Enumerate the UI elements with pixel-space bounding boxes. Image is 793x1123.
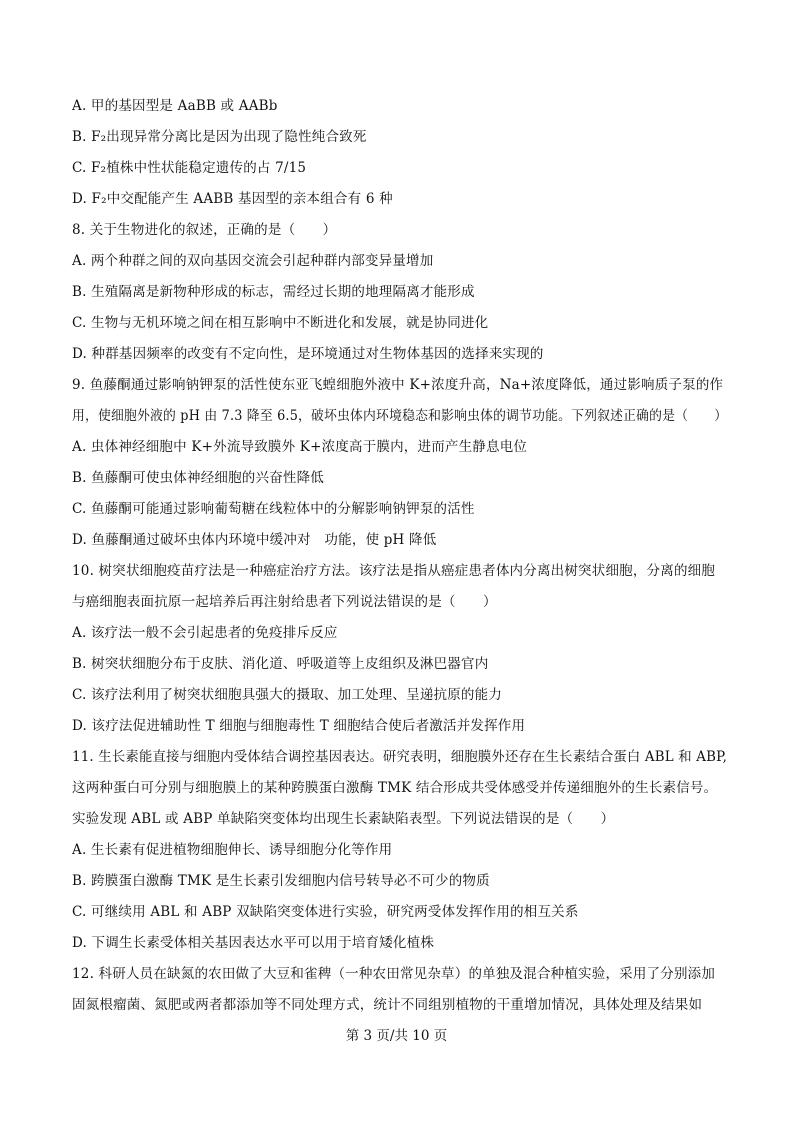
option-7d: D. F₂中交配能产生 AABB 基因型的亲本组合有 6 种 [72,191,393,207]
question-9-stem-line2: 用，使细胞外液的 pH 由 7.3 降至 6.5，破坏虫体内环境稳态和影响虫体的调节功能。下列叙述正确的是（ ） [72,408,728,424]
question-12-stem-line1: 12. 科研人员在缺氮的农田做了大豆和雀稗（一种农田常见杂草）的单独及混合种植实验，采用了分别添加 [72,966,716,982]
option-10d: D. 该疗法促进辅助性 T 细胞与细胞毒性 T 细胞结合使后者激活并发挥作用 [72,718,526,734]
question-8-stem: 8. 关于生物进化的叙述，正确的是（ ） [72,222,337,238]
option-10b: B. 树突状细胞分布于皮肤、消化道、呼吸道等上皮组织及淋巴器官内 [72,656,489,672]
question-9-stem-line1: 9. 鱼藤酮通过影响钠钾泵的活性使东亚飞蝗细胞外液中 K+浓度升高，Na+浓度降低，通过影响质子泵的作 [72,377,724,393]
option-11d: D. 下调生长素受体相关基因表达水平可以用于培育矮化植株 [72,935,435,951]
option-11a: A. 生长素有促进植物细胞伸长、诱导细胞分化等作用 [72,842,393,858]
option-10c: C. 该疗法利用了树突状细胞具强大的摄取、加工处理、呈递抗原的能力 [72,687,503,703]
page-footer: 第 3 页/共 10 页 [345,1028,448,1044]
question-12-stem-line2: 固氮根瘤菌、氮肥或两者都添加等不同处理方式，统计不同组别植物的干重增加情况，具体处理及结果如 [72,997,703,1013]
question-10-stem-line1: 10. 树突状细胞疫苗疗法是一种癌症治疗方法。该疗法是指从癌症患者体内分离出树突状细胞，分离的细胞 [72,563,716,579]
question-11-stem-line3: 实验发现 ABL 或 ABP 单缺陷突变体均出现生长素缺陷表型。下列说法错误的是（ ） [72,811,615,827]
option-9b: B. 鱼藤酮可使虫体神经细胞的兴奋性降低 [72,470,325,486]
option-9a: A. 虫体神经细胞中 K+外流导致膜外 K+浓度高于膜内，进而产生静息电位 [72,439,528,455]
option-7c: C. F₂植株中性状能稳定遗传的占 7/15 [72,160,307,176]
option-7a: A. 甲的基因型是 AaBB 或 AABb [72,98,278,114]
option-10a: A. 该疗法一般不会引起患者的免疫排斥反应 [72,625,338,641]
option-9c: C. 鱼藤酮可能通过影响葡萄糖在线粒体中的分解影响钠钾泵的活性 [72,501,475,517]
option-8b: B. 生殖隔离是新物种形成的标志，需经过长期的地理隔离才能形成 [72,284,475,300]
question-10-stem-line2: 与癌细胞表面抗原一起培养后再注射给患者下列说法错误的是（ ） [72,594,497,610]
option-8c: C. 生物与无机环境之间在相互影响中不断进化和发展，就是协同进化 [72,315,489,331]
option-11c: C. 可继续用 ABL 和 ABP 双缺陷突变体进行实验，研究两受体发挥作用的相互关系 [72,904,579,920]
question-11-stem-line1: 11. 生长素能直接与细胞内受体结合调控基因表达。研究表明，细胞膜外还存在生长素结合蛋白 ABL 和 ABP, [72,749,728,765]
option-7b: B. F₂出现异常分离比是因为出现了隐性纯合致死 [72,129,367,145]
option-8d: D. 种群基因频率的改变有不定向性，是环境通过对生物体基因的选择来实现的 [72,346,544,362]
option-8a: A. 两个种群之间的双向基因交流会引起种群内部变异量增加 [72,253,434,269]
option-11b: B. 跨膜蛋白激酶 TMK 是生长素引发细胞内信号转导必不可少的物质 [72,873,490,889]
option-9d: D. 鱼藤酮通过破坏虫体内环境中缓冲对 功能，使 pH 降低 [72,532,437,548]
question-11-stem-line2: 这两种蛋白可分别与细胞膜上的某种跨膜蛋白激酶 TMK 结合形成共受体感受并传递细胞外的生长素信号。 [72,780,718,796]
